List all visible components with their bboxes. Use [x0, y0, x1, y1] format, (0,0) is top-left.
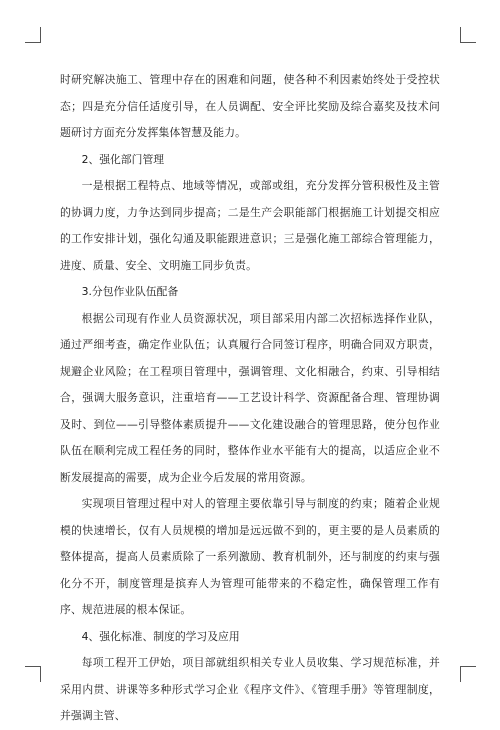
paragraph-department-management: 一是根据工程特点、地域等情况，或部或组，充分发挥分管积极性及主管的协调力度，力争达到同步提高；二是生产会职能部门根据施工计划提交相应的工作安排计划，强化勾通及职能跟进意识；三是强化施工部综合管理能力，进度、质量、安全、文明施工同步负责。: [60, 179, 440, 272]
crop-mark-top-right: [460, 27, 476, 43]
paragraph-standards-study: 每项工程开工伊始，项目部就组织相关专业人员收集、学习规范标准，并采用内贯、讲课等多种形式学习企业《程序文件》、《管理手册》等管理制度，并强调主管、: [60, 656, 440, 722]
crop-mark-top-left: [25, 27, 41, 43]
document-body: [60, 67, 440, 730]
section-heading-standards-study: 4、强化标准、制度的学习及应用: [81, 629, 240, 643]
crop-mark-bottom-right: [460, 666, 476, 682]
paragraph-personnel-management: 实现项目管理过程中对人的管理主要依靠引导与制度的约束；随着企业规模的快速增长，仅有人员规模的增加是远远做不到的，更主要的是人员素质的整体提高，提高人员素质除了一系列激励、教育机制外，还与制度的约束与强化分不开，制度管理是摈弃人为管理可能带来的不稳定性，确保管理工作有序、规范进展的根本保证。: [60, 497, 440, 616]
paragraph-continuation: 时研究解决施工、管理中存在的困难和问题，使各种不利因素始终处于受控状态；四是充分信任适度引导，在人员调配、安全评比奖励及综合嘉奖及技术问题研讨方面充分发挥集体智慧及能力。: [60, 73, 440, 139]
paragraph-subcontract-teams: 根据公司现有作业人员资源状况，项目部采用内部二次招标选择作业队，通过严细考查，确定作业队伍；认真履行合同签订程序，明确合同双方职责，规避企业风险；在工程项目管理中，强调管理、文化相融合，约束、引导相结合，强调大服务意识，注重培育——工艺设计科学、资源配备合理、管理协调及时、到位——引导整体素质提升——文化建设融合的管理思路，使分包作业队伍在顺利完成工程任务的同时，整体作业水平能有大的提高，以适应企业不断发展提高的需要，成为企业今后发展的常用资源。: [60, 311, 440, 484]
section-heading-department-management: 2、强化部门管理: [81, 152, 165, 166]
section-heading-subcontract-teams: 3.分包作业队伍配备: [81, 285, 179, 298]
crop-mark-bottom-left: [25, 666, 41, 682]
